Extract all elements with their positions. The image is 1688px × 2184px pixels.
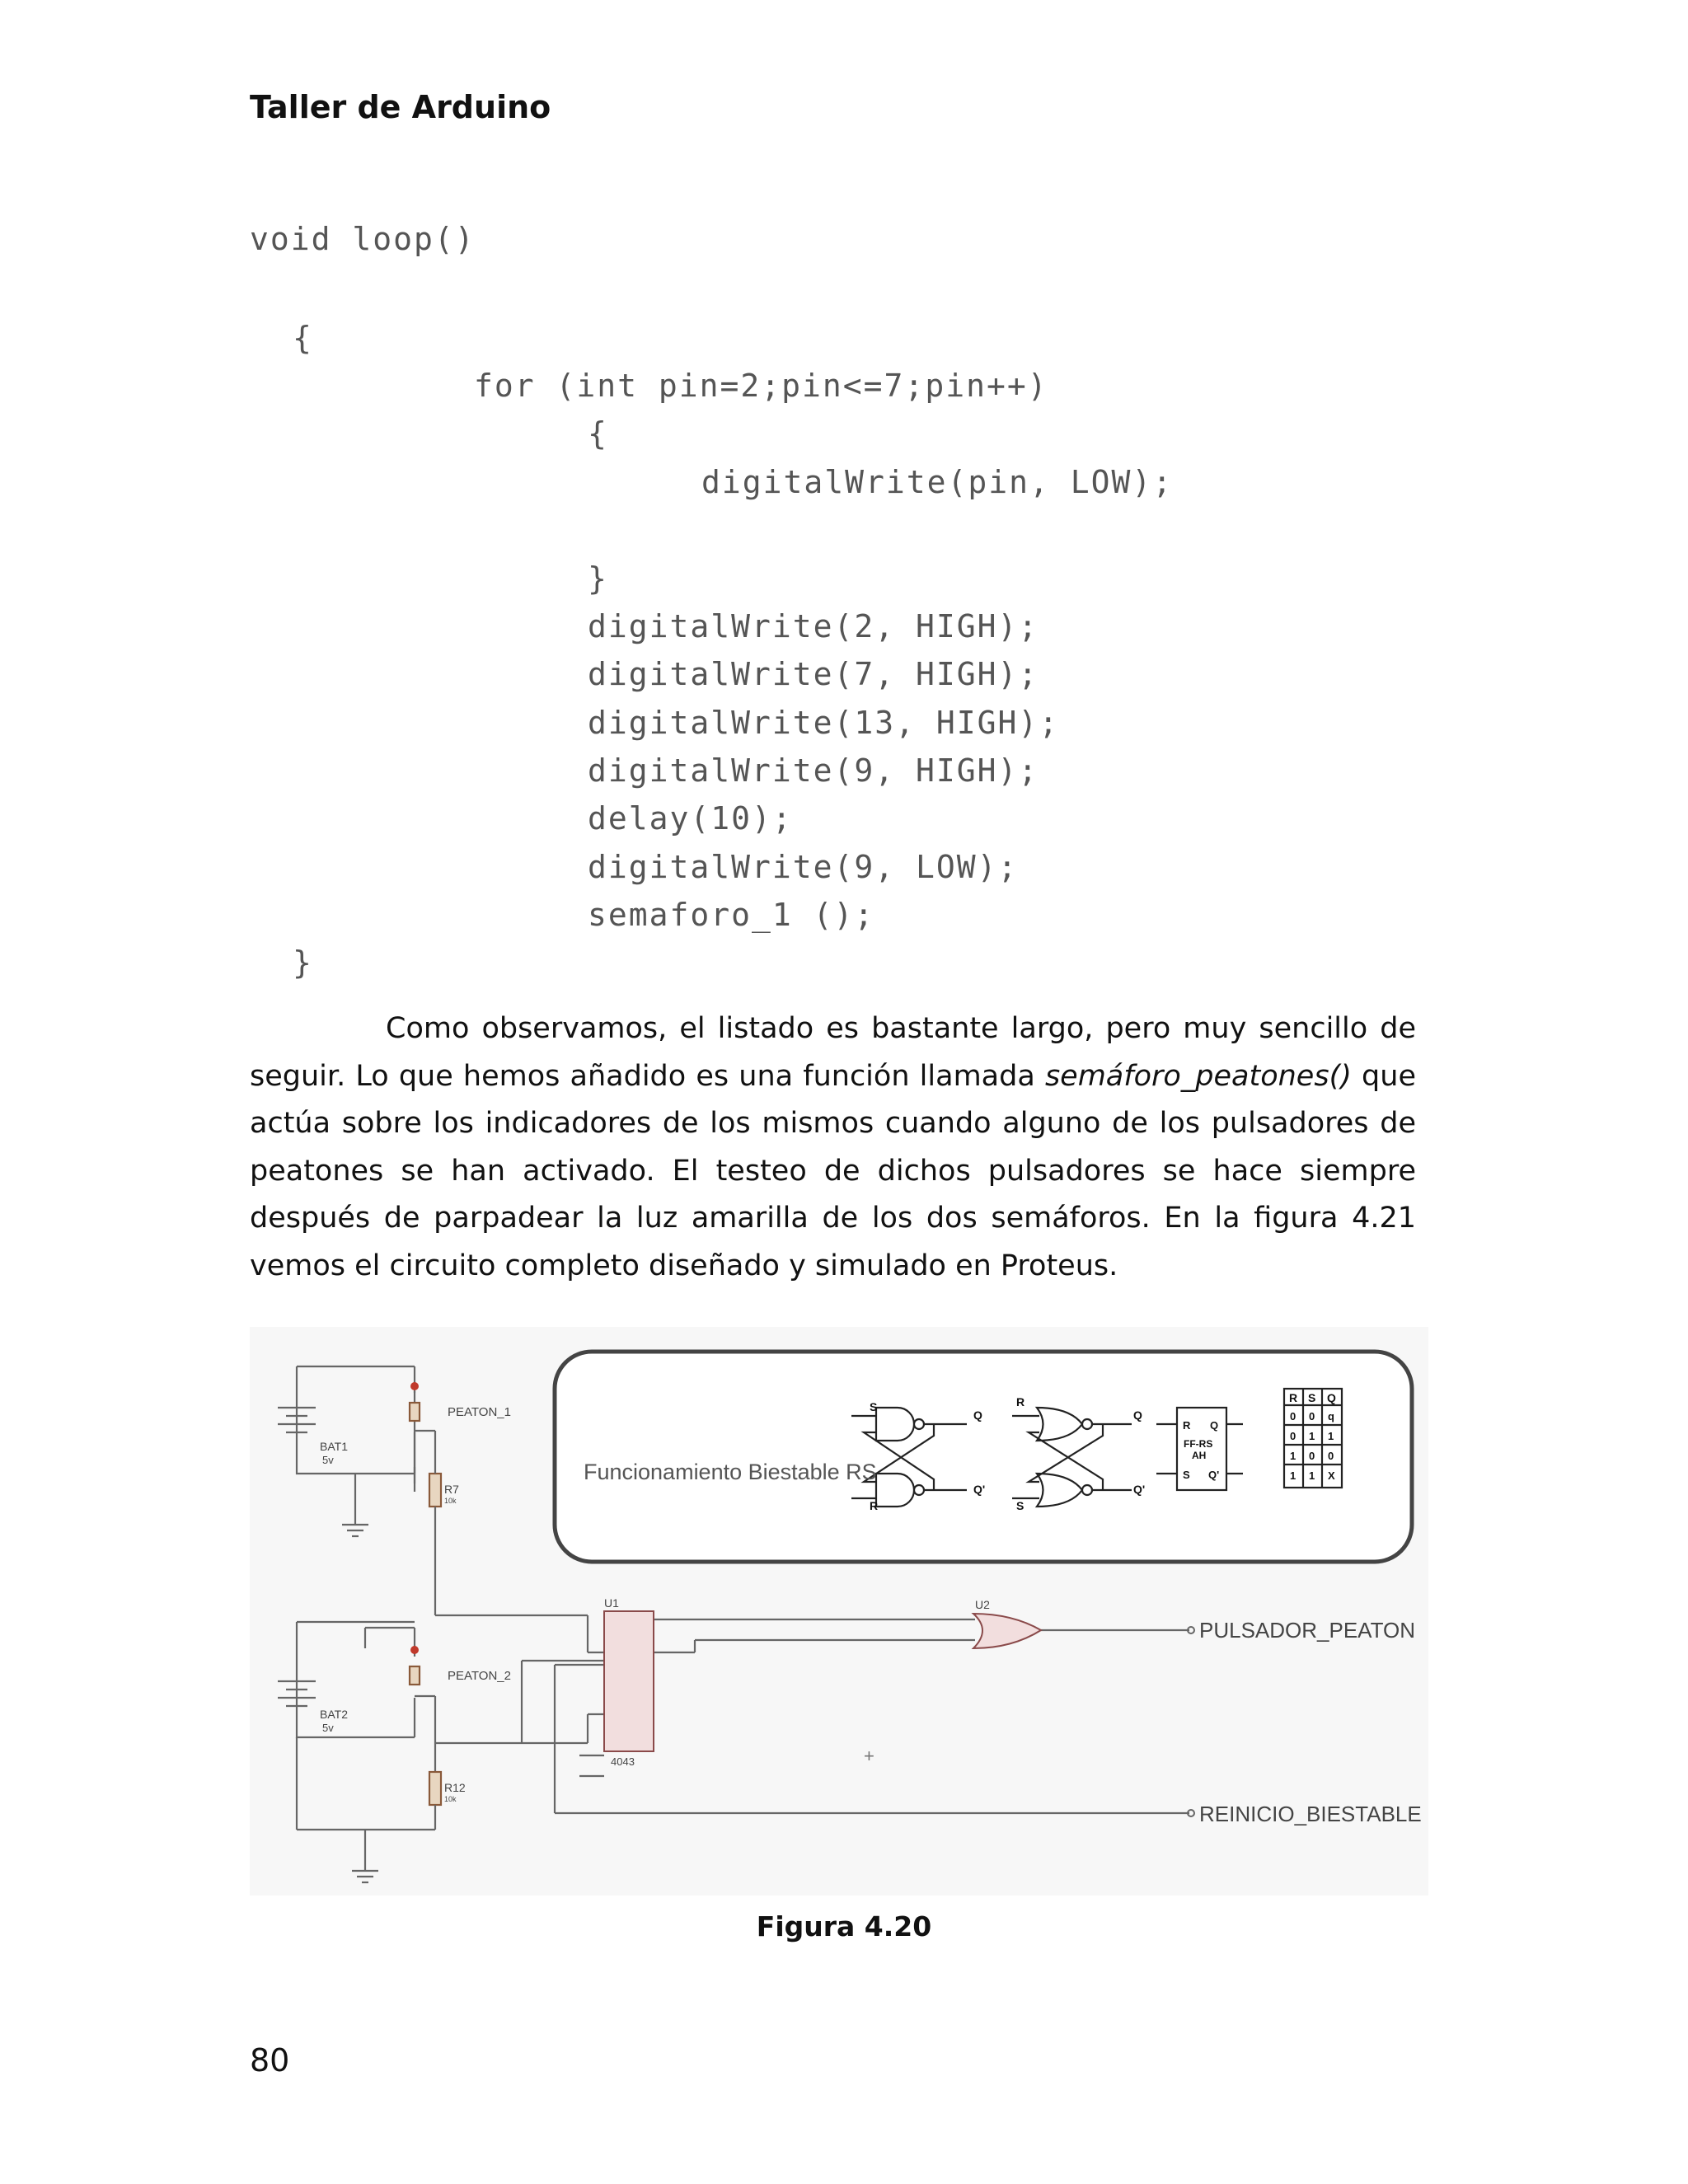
code-line: digitalWrite(pin, LOW); [701, 464, 1174, 500]
table-cell: 1 [1290, 1450, 1296, 1462]
figure-caption: Figura 4.20 [756, 1910, 932, 1943]
component-label: U2 [975, 1598, 990, 1611]
ff-label: R [1183, 1419, 1191, 1432]
component-label: 5v [322, 1454, 334, 1466]
code-line: void loop() [250, 221, 476, 257]
gate-label: Q' [1133, 1483, 1146, 1496]
table-cell: 0 [1290, 1430, 1296, 1442]
table-cell: 0 [1309, 1410, 1315, 1422]
ff-label: S [1183, 1469, 1190, 1481]
component-label: BAT2 [320, 1708, 348, 1721]
component-label: BAT1 [320, 1440, 348, 1453]
code-line: { [588, 415, 608, 452]
paragraph-text: que actúa sobre los indicadores de los mismos cuando alguno de los pulsadores de peatones se han activado. El testeo de dichos pulsadores se hace siempre después de parpadear la luz amarilla de los dos semáforos. En la figura 4.21 vemos el circuito completo diseñado y simulado en Proteus. [250, 1059, 1416, 1282]
page-number: 80 [250, 2042, 290, 2079]
running-header: Taller de Arduino [250, 89, 551, 125]
table-cell: 1 [1309, 1469, 1315, 1482]
gate-label: R [1016, 1395, 1025, 1408]
component-label: PEATON_2 [448, 1669, 511, 1683]
terminal-label: REINICIO_BIESTABLE [1199, 1802, 1422, 1826]
component-label: R7 [444, 1483, 459, 1496]
component-label: U1 [604, 1596, 619, 1610]
table-cell: q [1328, 1410, 1334, 1422]
table-cell: 0 [1309, 1450, 1315, 1462]
code-line: } [588, 560, 608, 597]
component-label: PEATON_1 [448, 1405, 511, 1419]
table-cell: 0 [1290, 1410, 1296, 1422]
code-line: digitalWrite(9, LOW); [588, 849, 1019, 885]
code-line: digitalWrite(9, HIGH); [588, 752, 1039, 789]
component-label: 4043 [611, 1755, 635, 1768]
table-cell: 1 [1290, 1469, 1296, 1482]
code-listing [250, 221, 1486, 996]
function-name: semáforo_peatones() [1044, 1059, 1352, 1093]
circuit-diagram [250, 1327, 1428, 1896]
table-header: Q [1327, 1391, 1336, 1404]
terminal-label: PULSADOR_PEATON [1199, 1618, 1416, 1643]
code-line: digitalWrite(13, HIGH); [588, 705, 1060, 741]
component-label: R12 [444, 1781, 466, 1794]
table-cell: 0 [1328, 1450, 1334, 1462]
component-label: 10k [444, 1497, 457, 1505]
component-label: 5v [322, 1722, 334, 1734]
code-line: digitalWrite(2, HIGH); [588, 608, 1039, 644]
paragraph-text: Como observamos, el listado es bastante largo, pero muy sencillo de seguir. Lo que hemos añadido es una función llamada [250, 1012, 1416, 1093]
gate-label: R [870, 1499, 879, 1512]
gate-label: Q' [973, 1483, 986, 1496]
gate-label: Q [973, 1408, 982, 1422]
component-label: 10k [444, 1795, 457, 1803]
table-header: S [1308, 1391, 1316, 1404]
ff-label: AH [1192, 1450, 1207, 1461]
svg-text:+: + [864, 1746, 874, 1766]
table-header: R [1289, 1391, 1298, 1404]
code-line: digitalWrite(7, HIGH); [588, 656, 1039, 692]
gate-label: S [1016, 1499, 1025, 1512]
ff-label: Q' [1208, 1469, 1220, 1481]
code-line: { [293, 320, 313, 356]
code-line: delay(10); [588, 800, 793, 837]
ff-label: FF-RS [1184, 1438, 1213, 1450]
table-cell: 1 [1328, 1430, 1334, 1442]
ff-label: Q [1210, 1419, 1219, 1432]
body-paragraph [250, 1005, 1416, 1290]
gate-label: Q [1133, 1408, 1142, 1422]
code-line: semaforo_1 (); [588, 897, 875, 933]
code-line: for (int pin=2;pin<=7;pin++) [474, 368, 1048, 404]
table-cell: X [1328, 1469, 1335, 1482]
table-cell: 1 [1309, 1430, 1315, 1442]
gate-label: S [870, 1400, 878, 1413]
inset-title: Funcionamiento Biestable RS [584, 1460, 877, 1484]
code-line: } [293, 944, 313, 981]
circuit-figure [250, 1327, 1428, 1896]
